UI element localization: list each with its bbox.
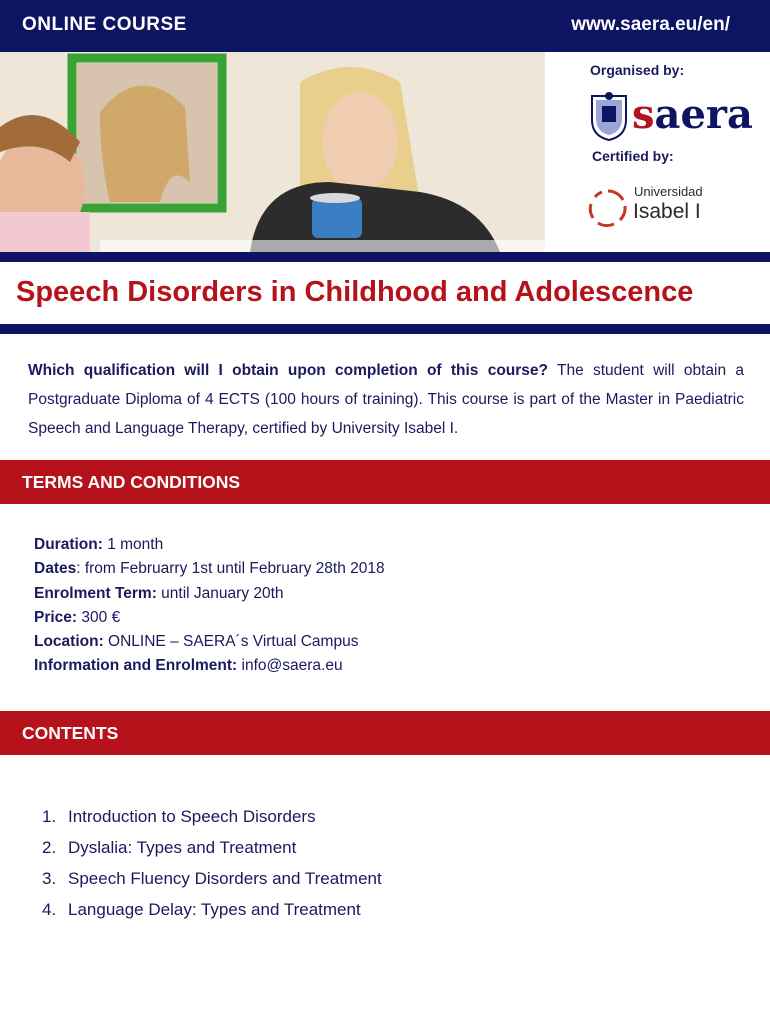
item-text: Speech Fluency Disorders and Treatment (68, 869, 382, 888)
term-label: Duration: (34, 536, 103, 553)
hero-photo (0, 52, 545, 252)
top-bar (0, 0, 770, 52)
term-value: 1 month (102, 536, 164, 553)
item-text: Introduction to Speech Disorders (68, 807, 316, 826)
item-text: Dyslalia: Types and Treatment (68, 838, 297, 857)
terms-list (34, 533, 385, 679)
contents-list (42, 801, 382, 925)
terms-row-dates (34, 557, 385, 581)
term-value: until January 20th (156, 584, 284, 602)
term-label: Location: (34, 633, 104, 651)
page-title: Speech Disorders in Childhood and Adolescence (16, 276, 694, 308)
terms-row-enrolment-term (34, 582, 385, 606)
university-name-line1: Universidad (634, 184, 703, 199)
item-number: 1. (42, 807, 57, 826)
item-text: Language Delay: Types and Treatment (68, 900, 361, 919)
item-number: 3. (42, 869, 57, 888)
item-number: 4. (42, 900, 57, 919)
list-item (42, 863, 382, 894)
sponsors-panel (588, 60, 768, 250)
qualification-answer: The student will obtain a Postgraduate Diploma of 4 ECTS (100 hours of training). This course is part of the Master in Paediatric Speech and Language Therapy, certified by University Isabel I. (28, 362, 744, 437)
term-value: : from Februarry 1st until February 28th 2018 (76, 560, 385, 578)
email-link[interactable]: info@saera.eu (237, 657, 343, 675)
list-item (42, 832, 382, 863)
website-link[interactable]: www.saera.eu/en/ (571, 14, 730, 35)
certified-by-label: Certified by: (592, 148, 674, 164)
term-label: Information and Enrolment: (34, 657, 238, 675)
list-item (42, 894, 382, 925)
term-value: 300 € (77, 608, 121, 626)
university-ring-icon (588, 188, 628, 228)
university-name-line2: Isabel I (633, 200, 701, 223)
terms-row-price (34, 606, 385, 630)
contents-section-header (0, 711, 770, 755)
term-value: ONLINE – SAERA´s Virtual Campus (103, 633, 359, 651)
title-bottom-rule (0, 324, 770, 334)
item-number: 2. (42, 838, 57, 857)
terms-heading: TERMS AND CONDITIONS (22, 472, 241, 492)
hero-illustration (0, 52, 545, 252)
saera-logo-text: s (632, 91, 655, 138)
list-item (42, 801, 382, 832)
hero-banner (0, 52, 770, 252)
universidad-isabel-logo (588, 184, 738, 234)
terms-row-location (34, 630, 385, 654)
organised-by-label: Organised by: (590, 62, 685, 78)
course-type-label: ONLINE COURSE (22, 14, 187, 35)
terms-section-header (0, 460, 770, 504)
contents-heading: CONTENTS (22, 723, 119, 743)
terms-row-information (34, 654, 385, 678)
saera-logo: saera (588, 90, 738, 142)
qualification-paragraph (28, 356, 744, 443)
terms-row-duration (34, 533, 385, 557)
term-label: Price: (34, 608, 78, 626)
term-label: Dates (34, 560, 77, 578)
qualification-question: Which qualification will I obtain upon completion of this course? (28, 362, 548, 379)
title-top-rule (0, 252, 770, 262)
term-label: Enrolment Term: (34, 584, 157, 602)
